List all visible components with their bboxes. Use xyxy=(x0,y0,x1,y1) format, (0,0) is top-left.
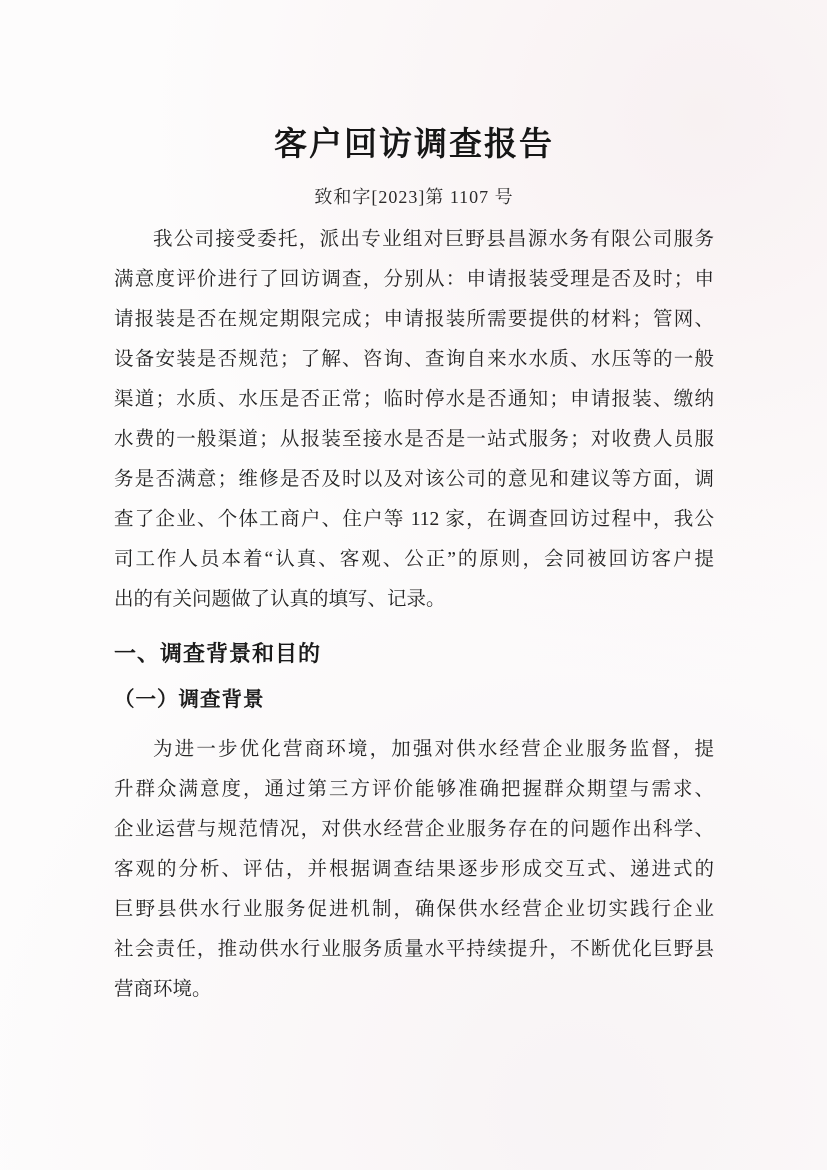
paragraph-line: 升群众满意度，通过第三方评价能够准确把握群众期望与需求、 xyxy=(114,779,714,800)
paragraph-line: 满意度评价进行了回访调查，分别从：申请报装受理是否及时；申 xyxy=(114,269,714,290)
paragraph-line: 巨野县供水行业服务促进机制，确保供水经营企业切实践行企业 xyxy=(114,899,714,920)
document-title: 客户回访调查报告 xyxy=(274,127,554,163)
paragraph-line: 为进一步优化营商环境，加强对供水经营企业服务监督，提 xyxy=(153,739,714,760)
section-heading-background-and-purpose: 一、调查背景和目的 xyxy=(114,641,322,666)
subsection-heading-survey-background: （一）调查背景 xyxy=(114,689,265,711)
paragraph-line: 出的有关问题做了认真的填写、记录。 xyxy=(114,589,446,610)
document-number: 致和字[2023]第 1107 号 xyxy=(314,187,514,207)
paragraph-line: 设备安装是否规范；了解、咨询、查询自来水水质、水压等的一般 xyxy=(114,349,714,370)
intro-paragraph xyxy=(114,220,714,620)
paragraph-line: 请报装是否在规定期限完成；申请报装所需要提供的材料；管网、 xyxy=(114,309,714,330)
paragraph-line: 客观的分析、评估，并根据调查结果逐步形成交互式、递进式的 xyxy=(114,859,714,880)
paragraph-line: 司工作人员本着“认真、客观、公正”的原则，会同被回访客户提 xyxy=(114,549,714,570)
paragraph-line: 渠道；水质、水压是否正常；临时停水是否通知；申请报装、缴纳 xyxy=(114,389,714,410)
paragraph-line: 社会责任，推动供水行业服务质量水平持续提升，不断优化巨野县 xyxy=(114,939,714,960)
background-paragraph xyxy=(114,730,714,1010)
paragraph-line: 营商环境。 xyxy=(114,979,212,1000)
paragraph-line: 企业运营与规范情况，对供水经营企业服务存在的问题作出科学、 xyxy=(114,819,714,840)
paragraph-line: 我公司接受委托，派出专业组对巨野县昌源水务有限公司服务 xyxy=(153,229,714,250)
paragraph-line: 水费的一般渠道；从报装至接水是否是一站式服务；对收费人员服 xyxy=(114,429,714,450)
paragraph-line: 查了企业、个体工商户、住户等 112 家，在调查回访过程中，我公 xyxy=(114,509,714,530)
paragraph-line: 务是否满意；维修是否及时以及对该公司的意见和建议等方面，调 xyxy=(114,469,714,490)
